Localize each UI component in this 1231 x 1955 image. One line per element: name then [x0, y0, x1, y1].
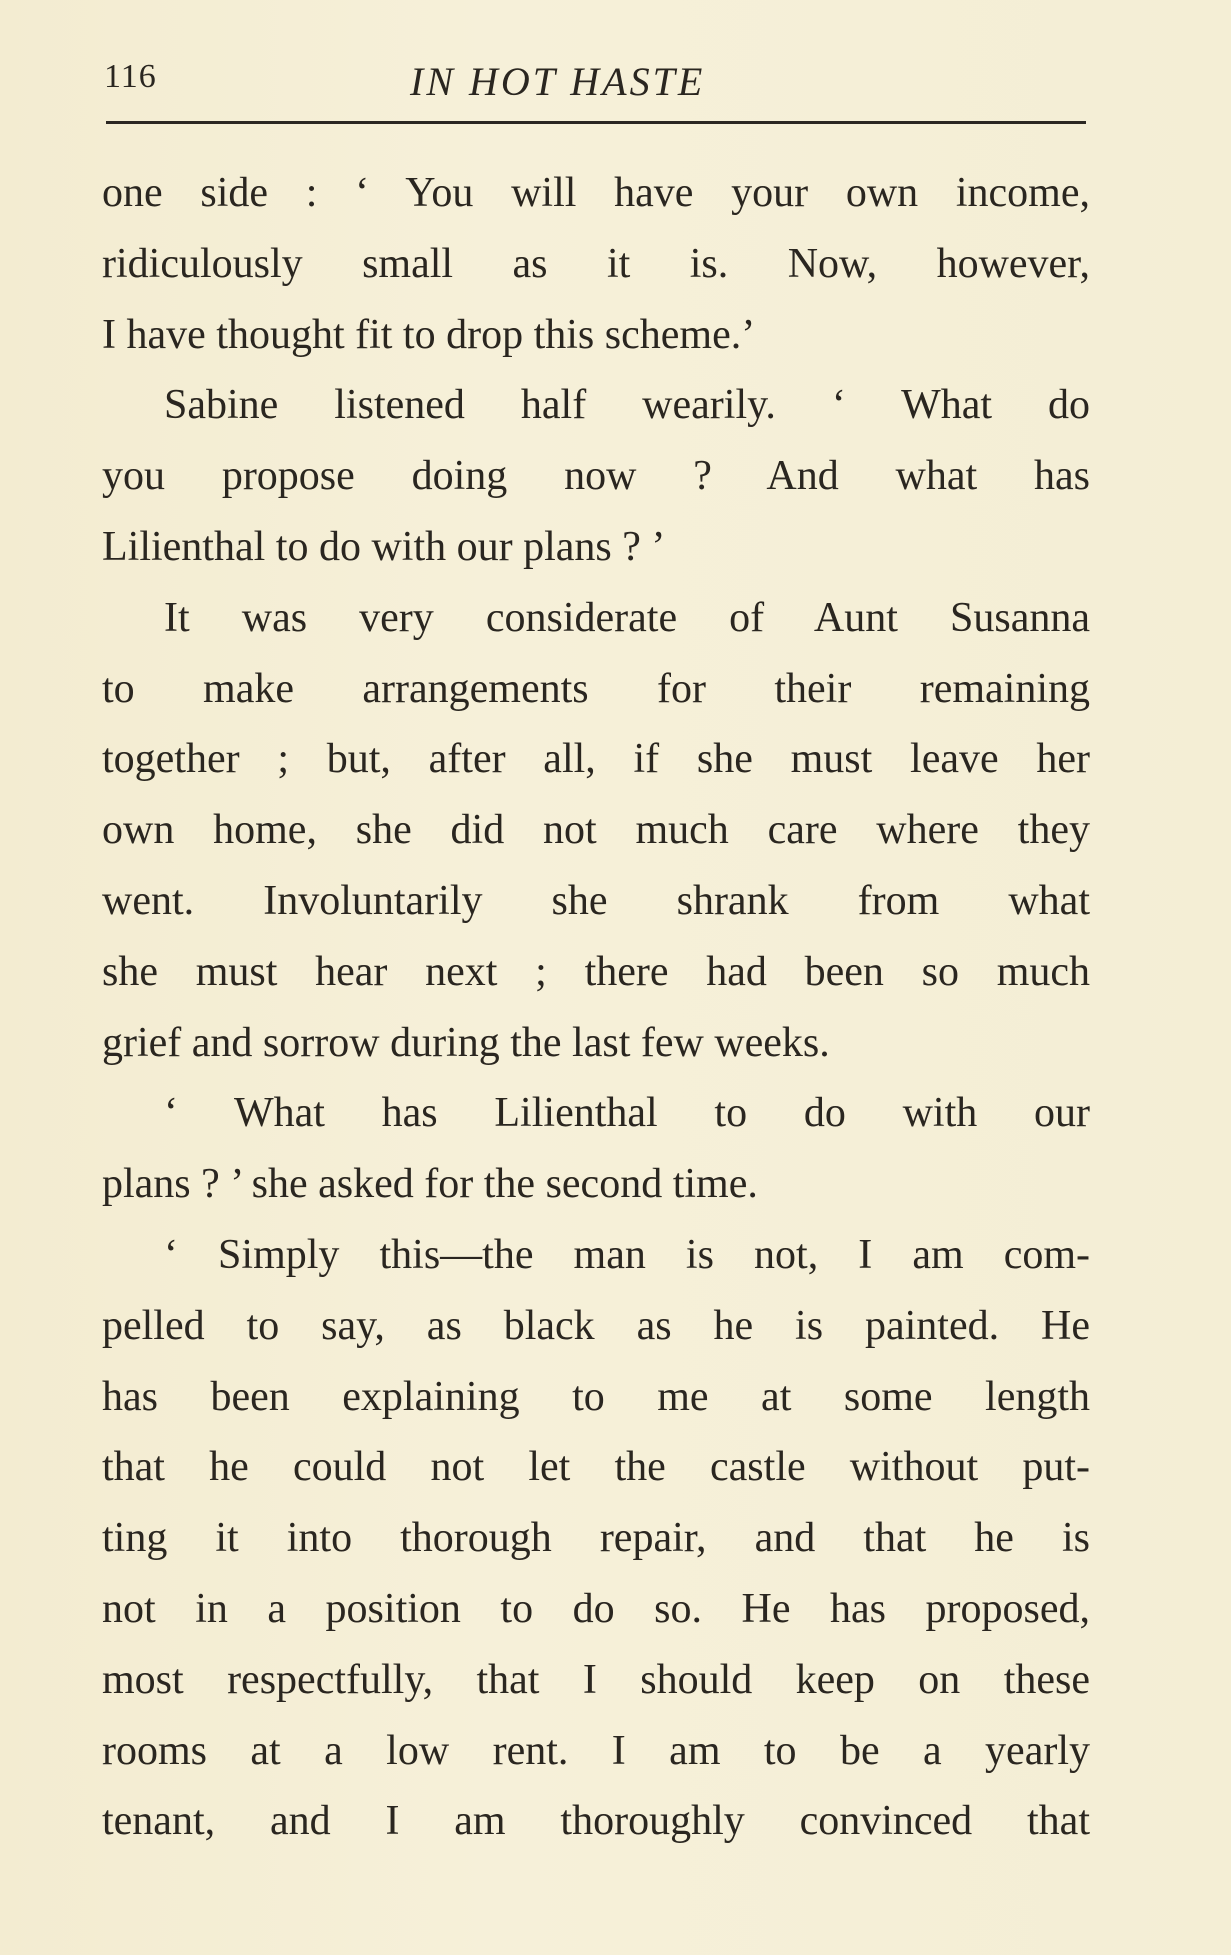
text-line: together ; but, after all, if she must leave her: [102, 736, 1090, 783]
header-rule: [106, 121, 1086, 124]
text-line: went. Involuntarily she shrank from what: [102, 877, 1090, 924]
text-line: one side : ‘ You will have your own income,: [102, 170, 1090, 216]
text-line: tenant, and I am thoroughly convinced that: [102, 1798, 1090, 1845]
text-line: ‘ Simply this—the man is not, I am com-: [164, 1231, 1090, 1278]
text-line: she must hear next ; there had been so much: [102, 948, 1090, 995]
text-line: most respectfully, that I should keep on these: [102, 1656, 1090, 1703]
text-line: to make arrangements for their remaining: [102, 665, 1090, 712]
text-line: ting it into thorough repair, and that he is: [102, 1515, 1090, 1562]
text-line: ridiculously small as it is. Now, however,: [102, 240, 1090, 287]
text-line: has been explaining to me at some length: [102, 1373, 1090, 1420]
text-line: rooms at a low rent. I am to be a yearly: [102, 1727, 1090, 1774]
page-number: 116: [104, 58, 157, 95]
body-text: [102, 158, 1090, 1857]
text-line: pelled to say, as black as he is painted. He: [102, 1302, 1090, 1349]
text-line: ‘ What has Lilienthal to do with our: [164, 1090, 1090, 1137]
text-line: you propose doing now ? And what has: [102, 453, 1090, 500]
page-header: [100, 58, 1090, 108]
text-line: Lilienthal to do with our plans ? ’: [102, 523, 666, 570]
text-line: own home, she did not much care where they: [102, 807, 1090, 854]
text-line: that he could not let the castle without put-: [102, 1444, 1090, 1491]
text-line: grief and sorrow during the last few weeks.: [102, 1019, 830, 1066]
text-line: not in a position to do so. He has proposed,: [102, 1585, 1090, 1632]
running-title: IN HOT HASTE: [410, 59, 706, 104]
text-line: It was very considerate of Aunt Susanna: [164, 594, 1090, 641]
text-line: Sabine listened half wearily. ‘ What do: [164, 382, 1090, 429]
text-line: I have thought fit to drop this scheme.’: [102, 311, 756, 358]
text-line: plans ? ’ she asked for the second time.: [102, 1161, 758, 1208]
